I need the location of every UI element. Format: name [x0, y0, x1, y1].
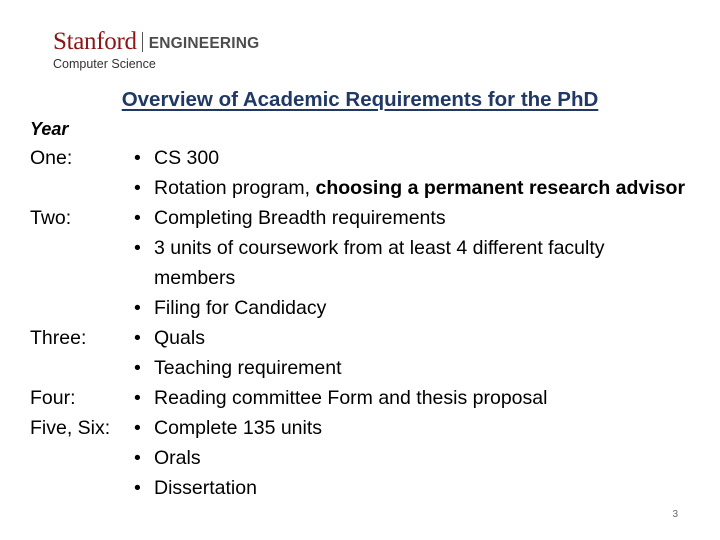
requirement-row	[30, 353, 690, 383]
bullet-icon: •	[134, 417, 141, 439]
page-number: 3	[672, 509, 678, 520]
bullet-icon: •	[134, 147, 141, 169]
requirement-row	[30, 383, 690, 413]
requirement-row	[30, 203, 690, 233]
requirement-item	[132, 413, 690, 443]
requirement-text-plain: Dissertation	[154, 477, 257, 499]
logo-divider	[142, 32, 143, 52]
year-label	[30, 173, 132, 203]
requirement-row	[30, 413, 690, 443]
year-label	[30, 353, 132, 383]
year-label: Four:	[30, 387, 76, 409]
bullet-icon: •	[134, 297, 141, 319]
requirement-text	[154, 473, 690, 503]
year-label: Five, Six:	[30, 417, 111, 439]
year-label	[30, 233, 132, 293]
requirement-text	[154, 413, 690, 443]
stanford-engineering-logo	[53, 30, 259, 72]
requirement-text-bold: choosing a permanent research advisor	[315, 177, 686, 199]
requirement-row	[30, 173, 690, 203]
bullet-icon: •	[134, 327, 141, 349]
requirement-text	[154, 203, 690, 233]
requirement-text	[154, 143, 690, 173]
requirement-item	[132, 353, 690, 383]
requirement-text	[154, 353, 690, 383]
requirement-text	[154, 383, 690, 413]
year-label	[30, 473, 132, 503]
bullet-icon: •	[134, 387, 141, 409]
requirement-text	[154, 233, 690, 293]
logo-brand: Stanford	[53, 28, 137, 55]
year-label: One:	[30, 147, 73, 169]
requirement-text-plain: Reading committee Form and thesis proposal	[154, 387, 548, 409]
requirement-row	[30, 233, 690, 293]
requirement-text	[154, 293, 690, 323]
requirement-item	[132, 473, 690, 503]
bullet-icon: •	[134, 477, 141, 499]
requirement-row	[30, 293, 690, 323]
requirement-text-plain: Completing Breadth requirements	[154, 207, 446, 229]
requirement-text-plain: Filing for Candidacy	[154, 297, 327, 319]
requirement-item	[132, 383, 690, 413]
requirement-item	[132, 293, 690, 323]
requirement-item	[132, 173, 690, 203]
requirement-text	[154, 323, 690, 353]
requirement-row	[30, 443, 690, 473]
requirements-list	[30, 143, 690, 503]
year-column-header: Year	[30, 119, 69, 139]
logo-department: Computer Science	[53, 57, 156, 71]
year-label: Three:	[30, 327, 87, 349]
bullet-icon: •	[134, 237, 141, 259]
requirement-text-plain: 3 units of coursework from at least 4 different faculty members	[154, 237, 605, 289]
slide-title: Overview of Academic Requirements for the PhD	[121, 88, 599, 111]
requirement-text-plain: Rotation program,	[154, 177, 316, 199]
requirement-row	[30, 143, 690, 173]
requirement-text-plain: Complete 135 units	[154, 417, 323, 439]
bullet-icon: •	[134, 447, 141, 469]
requirement-row	[30, 473, 690, 503]
requirement-item	[132, 203, 690, 233]
logo-school: ENGINEERING	[148, 35, 260, 52]
bullet-icon: •	[134, 357, 141, 379]
year-label: Two:	[30, 207, 72, 229]
requirement-item	[132, 323, 690, 353]
requirement-text-plain: Quals	[154, 327, 205, 349]
requirement-item	[132, 143, 690, 173]
requirement-text	[154, 443, 690, 473]
requirement-text-plain: Orals	[154, 447, 201, 469]
requirement-text-plain: CS 300	[154, 147, 220, 169]
bullet-icon: •	[134, 177, 141, 199]
requirement-item	[132, 233, 690, 293]
requirement-text	[154, 173, 690, 203]
requirement-row	[30, 323, 690, 353]
bullet-icon: •	[134, 207, 141, 229]
requirement-item	[132, 443, 690, 473]
requirement-text-plain: Teaching requirement	[154, 357, 342, 379]
year-label	[30, 443, 132, 473]
year-label	[30, 293, 132, 323]
